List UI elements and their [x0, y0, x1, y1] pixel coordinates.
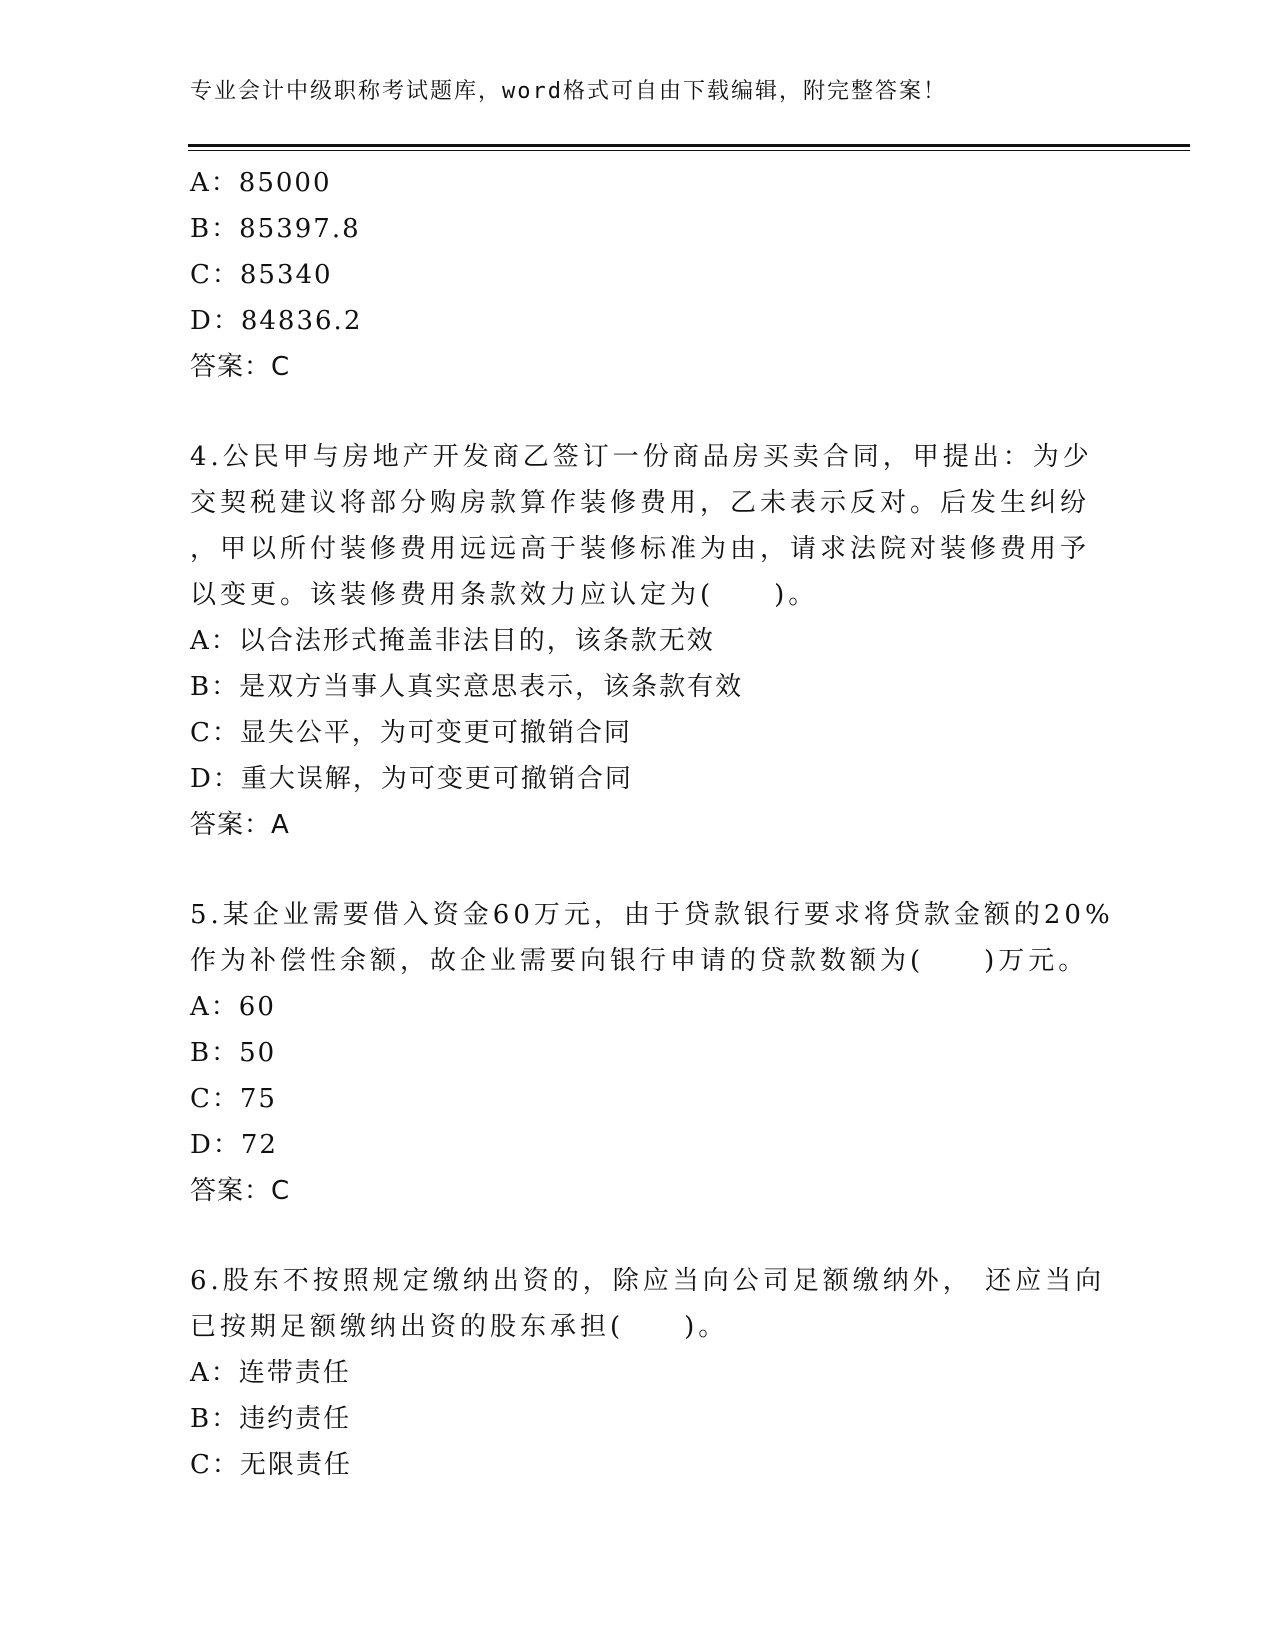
stem-line: 6.股东不按照规定缴纳出资的，除应当向公司足额缴纳外， 还应当向 [190, 1266, 1106, 1296]
option-c: C：75 [190, 1084, 277, 1114]
option-a: A：85000 [190, 168, 332, 198]
question-4 [190, 434, 1190, 848]
option-d: D：重大误解，为可变更可撤销合同 [190, 764, 633, 794]
option-a: A：连带责任 [190, 1358, 351, 1388]
option-c: C：无限责任 [190, 1450, 352, 1480]
answer: 答案：C [190, 352, 291, 382]
option-a: A：60 [190, 992, 276, 1022]
option-c: C：显失公平，为可变更可撤销合同 [190, 718, 632, 748]
option-b: B：是双方当事人真实意思表示，该条款有效 [190, 672, 744, 702]
option-b: B：违约责任 [190, 1404, 352, 1434]
header-rule-thick [188, 144, 1190, 147]
option-d: D：72 [190, 1130, 278, 1160]
question-stem [190, 892, 1190, 984]
stem-line: 作为补偿性余额，故企业需要向银行申请的贷款数额为( )万元。 [190, 946, 1089, 976]
question-6 [190, 1258, 1190, 1488]
page-header: 专业会计中级职称考试题库，word格式可自由下载编辑，附完整答案！ [190, 79, 947, 104]
answer: 答案：C [190, 1176, 291, 1206]
question-stem [190, 1258, 1190, 1350]
option-c: C：85340 [190, 260, 333, 290]
stem-line: 已按期足额缴纳出资的股东承担( )。 [190, 1312, 729, 1342]
option-b: B：85397.8 [190, 214, 361, 244]
stem-line: 以变更。该装修费用条款效力应认定为( )。 [190, 580, 819, 610]
question-content [190, 160, 1190, 1488]
option-b: B：50 [190, 1038, 277, 1068]
header-rule-thin [188, 150, 1190, 151]
option-a: A：以合法形式掩盖非法目的，该条款无效 [190, 626, 715, 656]
question-stem [190, 434, 1190, 618]
question-3 [190, 160, 1190, 390]
stem-line: 交契税建议将部分购房款算作装修费用，乙未表示反对。后发生纠纷 [190, 488, 1091, 518]
option-d: D：84836.2 [190, 306, 363, 336]
stem-line: 5.某企业需要借入资金60万元，由于贷款银行要求将贷款金额的20% [190, 900, 1114, 930]
question-5 [190, 892, 1190, 1214]
stem-line: ，甲以所付装修费用远远高于装修标准为由，请求法院对装修费用予 [190, 534, 1091, 564]
answer: 答案：A [190, 810, 290, 840]
stem-line: 4.公民甲与房地产开发商乙签订一份商品房买卖合同，甲提出：为少 [190, 442, 1093, 472]
